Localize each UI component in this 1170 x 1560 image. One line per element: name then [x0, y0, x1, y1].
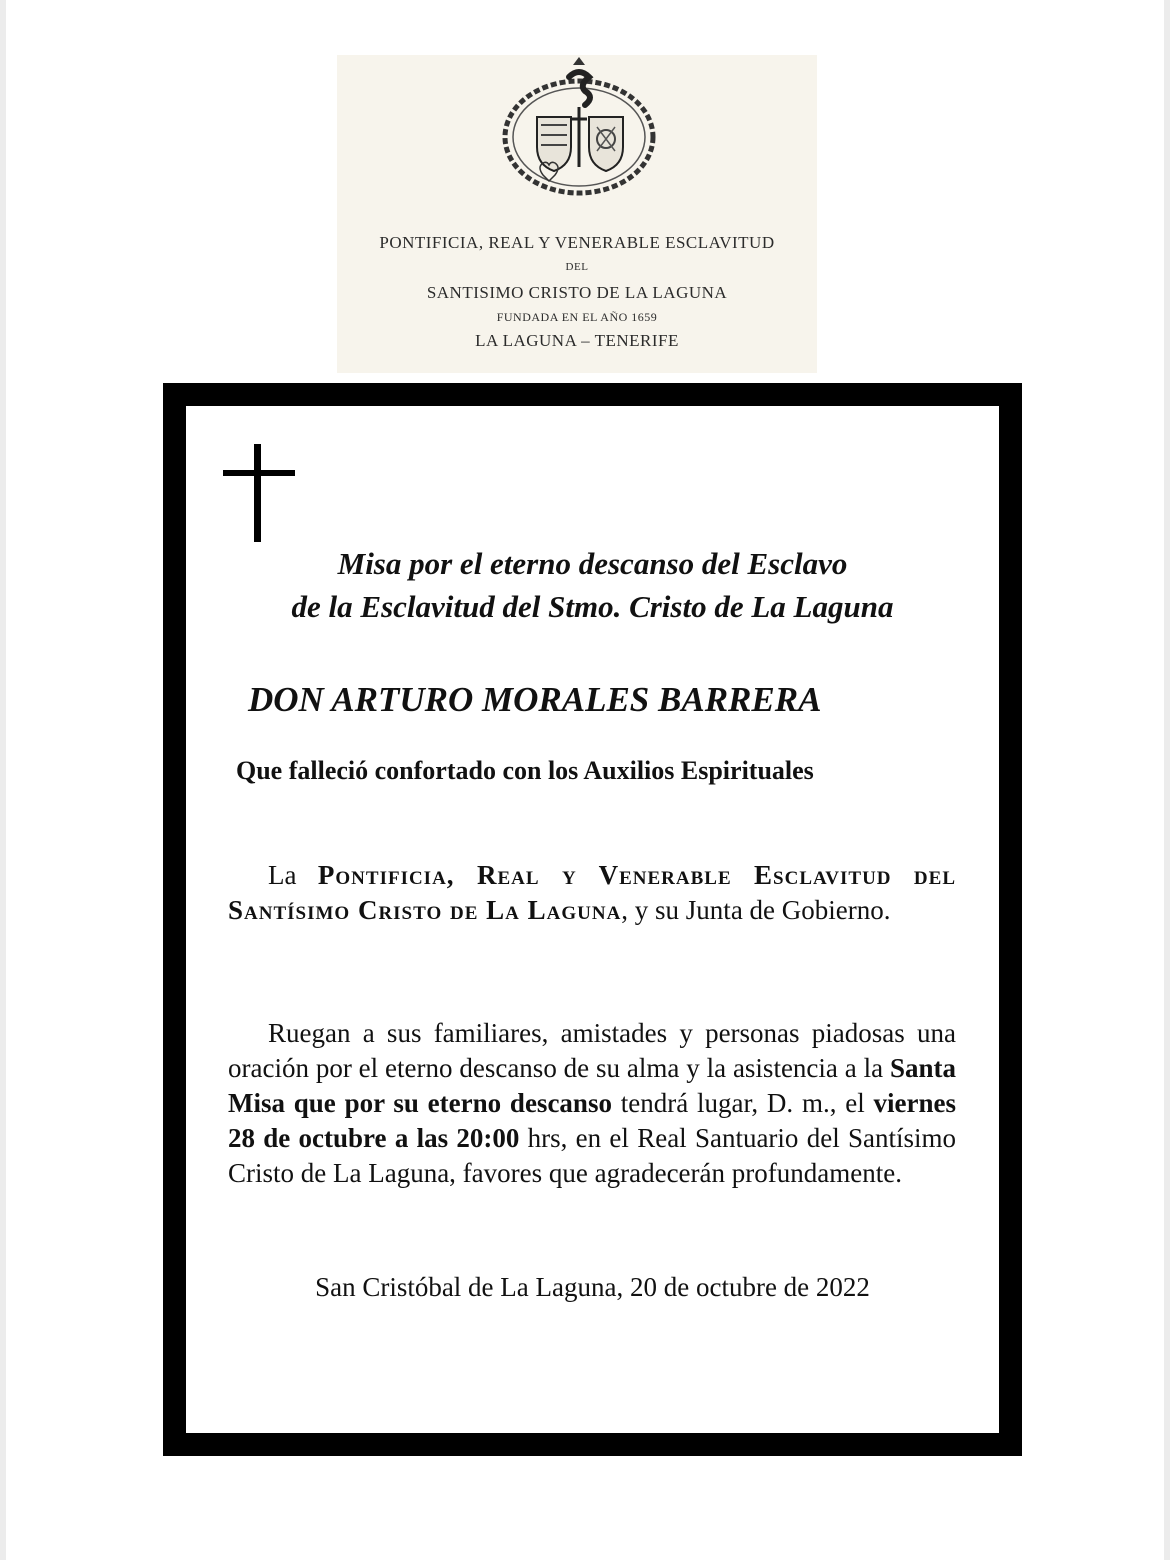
text-run: La [268, 860, 318, 890]
org-connector-line: DEL [565, 261, 589, 273]
announcement-paragraph [228, 858, 956, 928]
org-title-line: SANTISIMO CRISTO DE LA LAGUNA [426, 283, 728, 302]
mass-highlight: Santa Misa que por su eterno descanso [228, 1053, 956, 1118]
notice-title-line-2: de la Esclavitud del Stmo. Cristo de La Laguna [291, 589, 894, 624]
place-date: San Cristóbal de La Laguna, 20 de octubre de 2022 [315, 1272, 870, 1302]
invitation-paragraph [228, 1016, 956, 1191]
text-run: Ruegan a sus familiares, amistades y personas piadosas una oración por el eterno descanso de su alma y la asistencia a la [228, 1018, 956, 1083]
latin-cross-icon [223, 444, 295, 544]
founded-line: FUNDADA EN EL AÑO 1659 [496, 310, 658, 324]
mass-date-highlight: viernes 28 de octubre a las 20:00 [228, 1088, 956, 1153]
notice-title-line-1: Misa por el eterno descanso del Esclavo [337, 546, 848, 581]
org-name-line: PONTIFICIA, REAL Y VENERABLE ESCLAVITUD [379, 233, 775, 252]
text-run: tendrá lugar, D. m., el [611, 1088, 874, 1118]
text-run: hrs, en el Real Santuario del Santísimo Cristo de La Laguna, favores que agradecerán profundamente. [228, 1123, 956, 1188]
notice-title [186, 542, 999, 628]
location-line: LA LAGUNA – TENERIFE [475, 331, 679, 350]
letterhead [337, 55, 817, 373]
deceased-name: DON ARTURO MORALES BARRERA [248, 680, 822, 719]
mourning-frame [163, 383, 1022, 1456]
text-run: , y su Junta de Gobierno. [621, 895, 891, 925]
notice-subtitle: Que falleció confortado con los Auxilios Espirituales [236, 756, 814, 785]
org-name-smallcaps: Pontificia, Real y Venerable Esclavitud del Santísimo Cristo de La Laguna [228, 860, 956, 925]
confraternity-seal-emblem [497, 55, 662, 200]
